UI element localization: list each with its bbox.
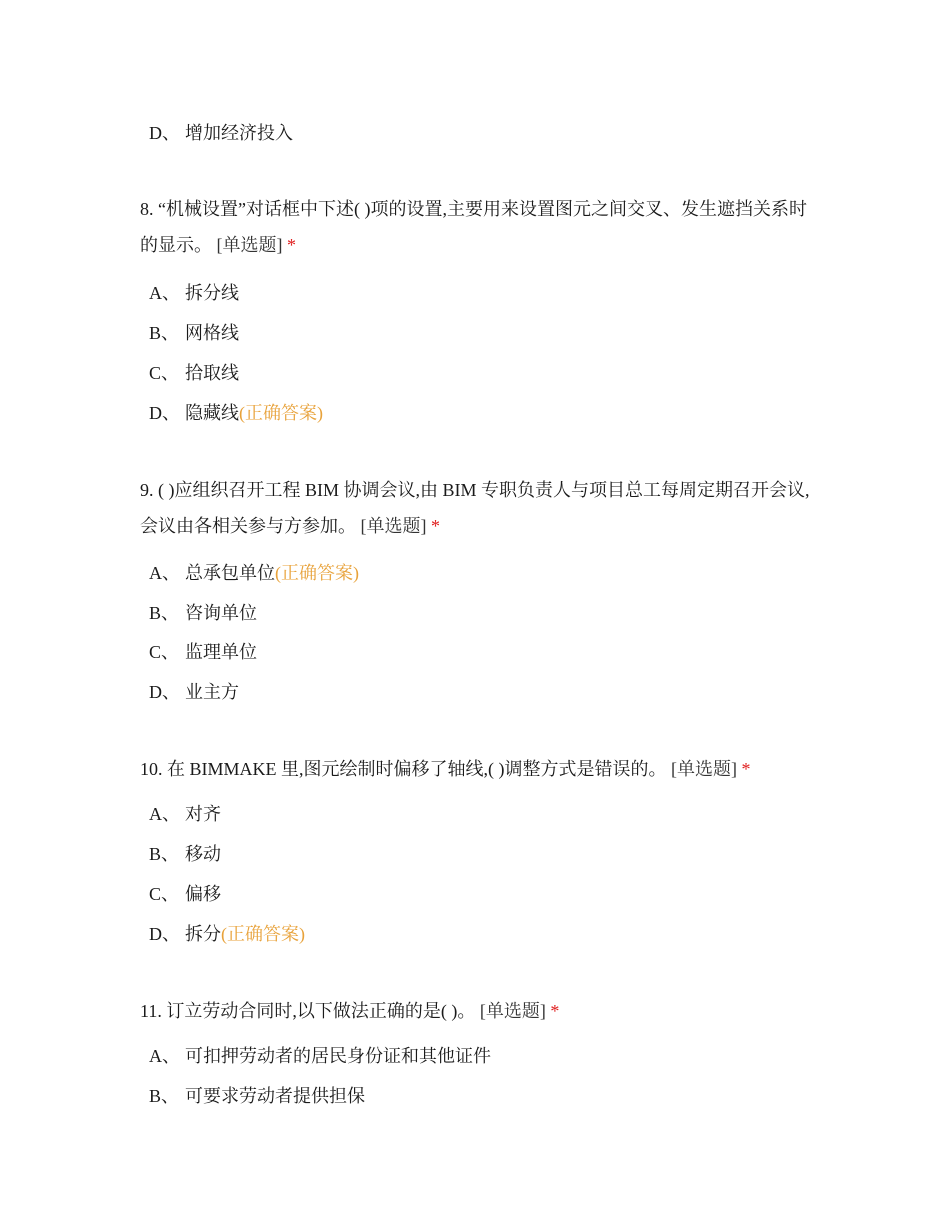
option-text: 监理单位 [185, 642, 257, 662]
option-text: 可要求劳动者提供担保 [185, 1086, 365, 1106]
option-letter: A、 [149, 1046, 180, 1066]
option-text: 拆分 [185, 924, 221, 944]
question-8-title [140, 191, 820, 263]
option-letter: C、 [149, 884, 180, 904]
option-8-a[interactable] [149, 281, 239, 305]
option-letter: C、 [149, 642, 180, 662]
option-9-a[interactable] [149, 561, 359, 585]
question-text: 8. “机械设置”对话框中下述( )项的设置,主要用来设置图元之间交叉、发生遮挡关系时的显示。 [140, 199, 807, 255]
question-11-title [140, 993, 820, 1029]
option-letter: D、 [149, 123, 180, 143]
required-marker: * [287, 235, 296, 255]
option-letter: B、 [149, 323, 180, 343]
question-type: [单选题] [671, 759, 737, 779]
option-letter: A、 [149, 804, 180, 824]
option-text: 对齐 [185, 804, 221, 824]
option-text: 隐藏线 [185, 403, 239, 423]
required-marker: * [741, 759, 751, 779]
question-9-title [140, 472, 820, 544]
option-text: 总承包单位 [185, 563, 275, 583]
option-letter: A、 [149, 283, 180, 303]
question-type: [单选题] [216, 235, 283, 255]
question-type: [单选题] [360, 516, 427, 536]
option-10-d[interactable] [149, 922, 305, 946]
question-text: 10. 在 BIMMAKE 里,图元绘制时偏移了轴线,( )调整方式是错误的。 [140, 759, 667, 779]
option-text: 偏移 [185, 884, 221, 904]
option-10-b[interactable] [149, 842, 221, 866]
question-text: 11. 订立劳动合同时,以下做法正确的是( )。 [140, 1001, 476, 1021]
option-9-b[interactable] [149, 601, 257, 625]
option-letter: B、 [149, 603, 180, 623]
option-letter: D、 [149, 682, 180, 702]
option-9-d[interactable] [149, 680, 239, 704]
correct-answer-tag: (正确答案) [239, 403, 323, 423]
option-text: 拾取线 [185, 363, 239, 383]
option-11-a[interactable] [149, 1044, 491, 1068]
option-7-d[interactable] [149, 121, 293, 145]
option-text: 可扣押劳动者的居民身份证和其他证件 [185, 1046, 491, 1066]
required-marker: * [550, 1001, 560, 1021]
option-10-c[interactable] [149, 882, 221, 906]
option-letter: C、 [149, 363, 180, 383]
option-8-c[interactable] [149, 361, 239, 385]
option-text: 咨询单位 [185, 603, 257, 623]
correct-answer-tag: (正确答案) [275, 563, 359, 583]
option-10-a[interactable] [149, 802, 221, 826]
option-text: 业主方 [185, 682, 239, 702]
option-11-b[interactable] [149, 1084, 365, 1108]
option-letter: D、 [149, 924, 180, 944]
option-text: 网格线 [185, 323, 239, 343]
option-letter: A、 [149, 563, 180, 583]
correct-answer-tag: (正确答案) [221, 924, 305, 944]
option-letter: B、 [149, 1086, 180, 1106]
question-type: [单选题] [479, 1001, 546, 1021]
option-letter: D、 [149, 403, 180, 423]
option-letter: B、 [149, 844, 180, 864]
option-9-c[interactable] [149, 640, 257, 664]
option-8-d[interactable] [149, 401, 323, 425]
required-marker: * [431, 516, 440, 536]
question-text: 9. ( )应组织召开工程 BIM 协调会议,由 BIM 专职负责人与项目总工每周定期召开会议,会议由各相关参与方参加。 [140, 480, 810, 536]
option-text: 增加经济投入 [185, 123, 293, 143]
option-8-b[interactable] [149, 321, 239, 345]
option-text: 移动 [185, 844, 221, 864]
question-10-title [140, 751, 820, 787]
option-text: 拆分线 [185, 283, 239, 303]
